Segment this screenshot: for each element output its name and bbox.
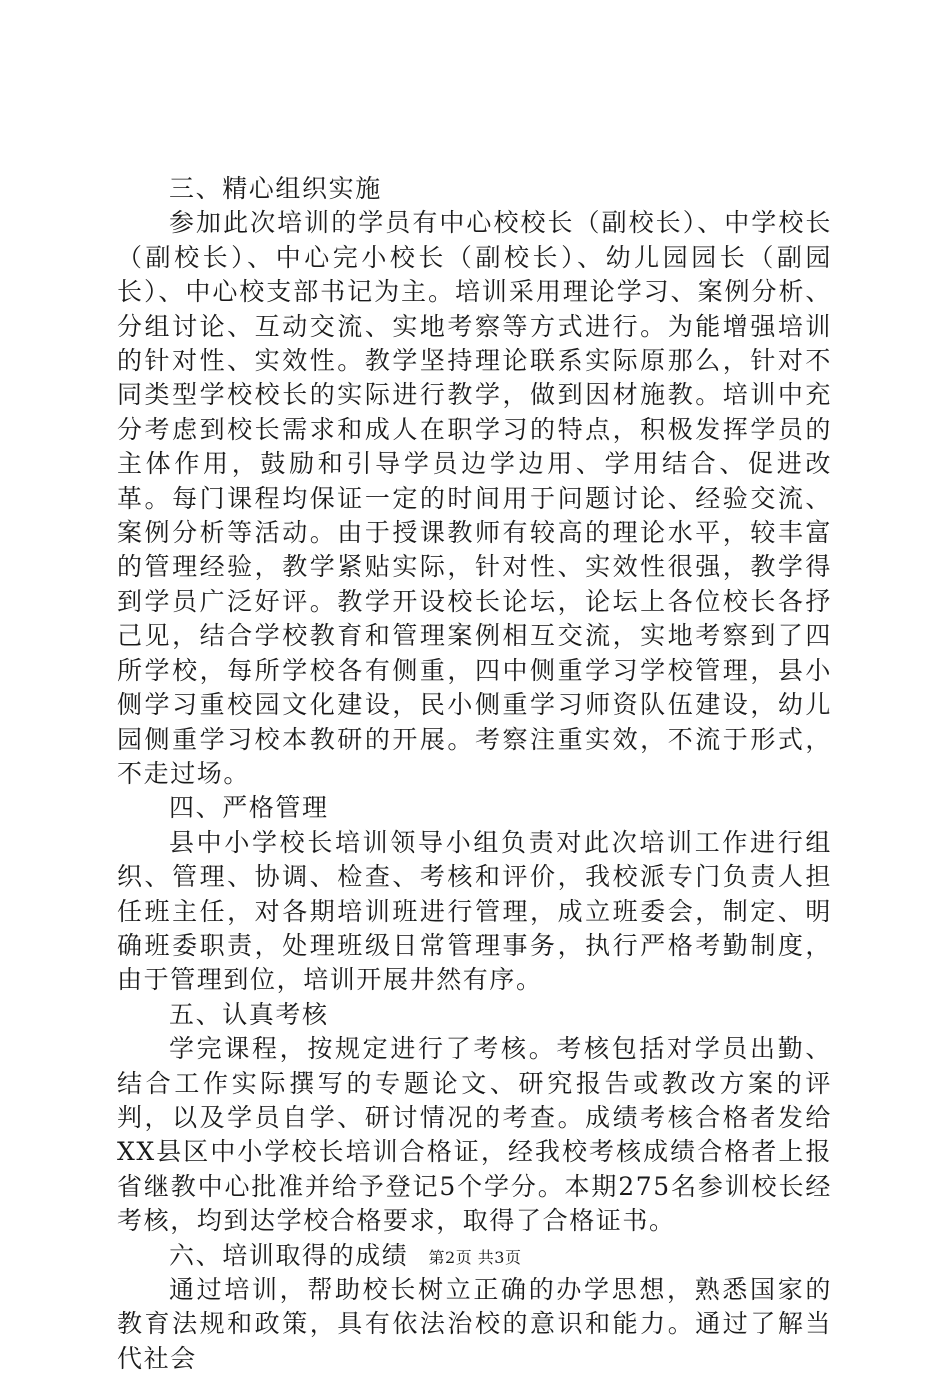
section-paragraph: 县中小学校长培训领导小组负责对此次培训工作进行组织、管理、协调、检查、考核和评价，我校派专门负责人担任班主任，对各期培训班进行管理，成立班委会，制定、明确班委职责，处理班级日常管理事务，执行严格考勤制度，由于管理到位，培训开展井然有序。: [117, 827, 832, 995]
section-organization: [117, 172, 832, 791]
section-paragraph: 参加此次培训的学员有中心校校长（副校长）、中学校长（副校长）、中心完小校长（副校长）、幼儿园园长（副园长）、中心校支部书记为主。培训采用理论学习、案例分析、分组讨论、互动交流、实地考察等方式进行。为能增强培训的针对性、实效性。教学坚持理论联系实际原那么，针对不同类型学校校长的实际进行教学，做到因材施教。培训中充分考虑到校长需求和成人在职学习的特点，积极发挥学员的主体作用，鼓励和引导学员边学边用、学用结合、促进改革。每门课程均保证一定的时间用于问题讨论、经验交流、案例分析等活动。由于授课教师有较高的理论水平，较丰富的管理经验，教学紧贴实际，针对性、实效性很强，教学得到学员广泛好评。教学开设校长论坛，论坛上各位校长各抒己见，结合学校教育和管理案例相互交流，实地考察到了四所学校，每所学校各有侧重，四中侧重学习学校管理，县小侧学习重校园文化建设，民小侧重学习师资队伍建设，幼儿园侧重学习校本教研的开展。考察注重实效，不流于形式，不走过场。: [117, 208, 832, 788]
section-heading: 五、认真考核: [169, 999, 329, 1029]
section-paragraph: 通过培训，帮助校长树立正确的办学思想，熟悉国家的教育法规和政策，具有依法治校的意识和能力。通过了解当代社会: [117, 1275, 832, 1373]
section-heading: 四、严格管理: [169, 793, 329, 823]
page-number-footer: 第2页 共3页: [428, 1248, 522, 1267]
section-management: [117, 791, 832, 997]
section-paragraph: 学完课程，按规定进行了考核。考核包括对学员出勤、结合工作实际撰写的专题论文、研究报告或教改方案的评判，以及学员自学、研讨情况的考查。成绩考核合格者发给XX县区中小学校长培训合格证，经我校考核成绩合格者上报省继教中心批准并给予登记5个学分。本期275名参训校长经考核，均到达学校合格要求，取得了合格证书。: [117, 1034, 832, 1236]
section-assessment: [117, 998, 832, 1239]
section-heading: 三、精心组织实施: [169, 174, 382, 203]
section-heading: 六、培训取得的成绩: [169, 1240, 409, 1270]
document-body: [117, 172, 832, 1376]
